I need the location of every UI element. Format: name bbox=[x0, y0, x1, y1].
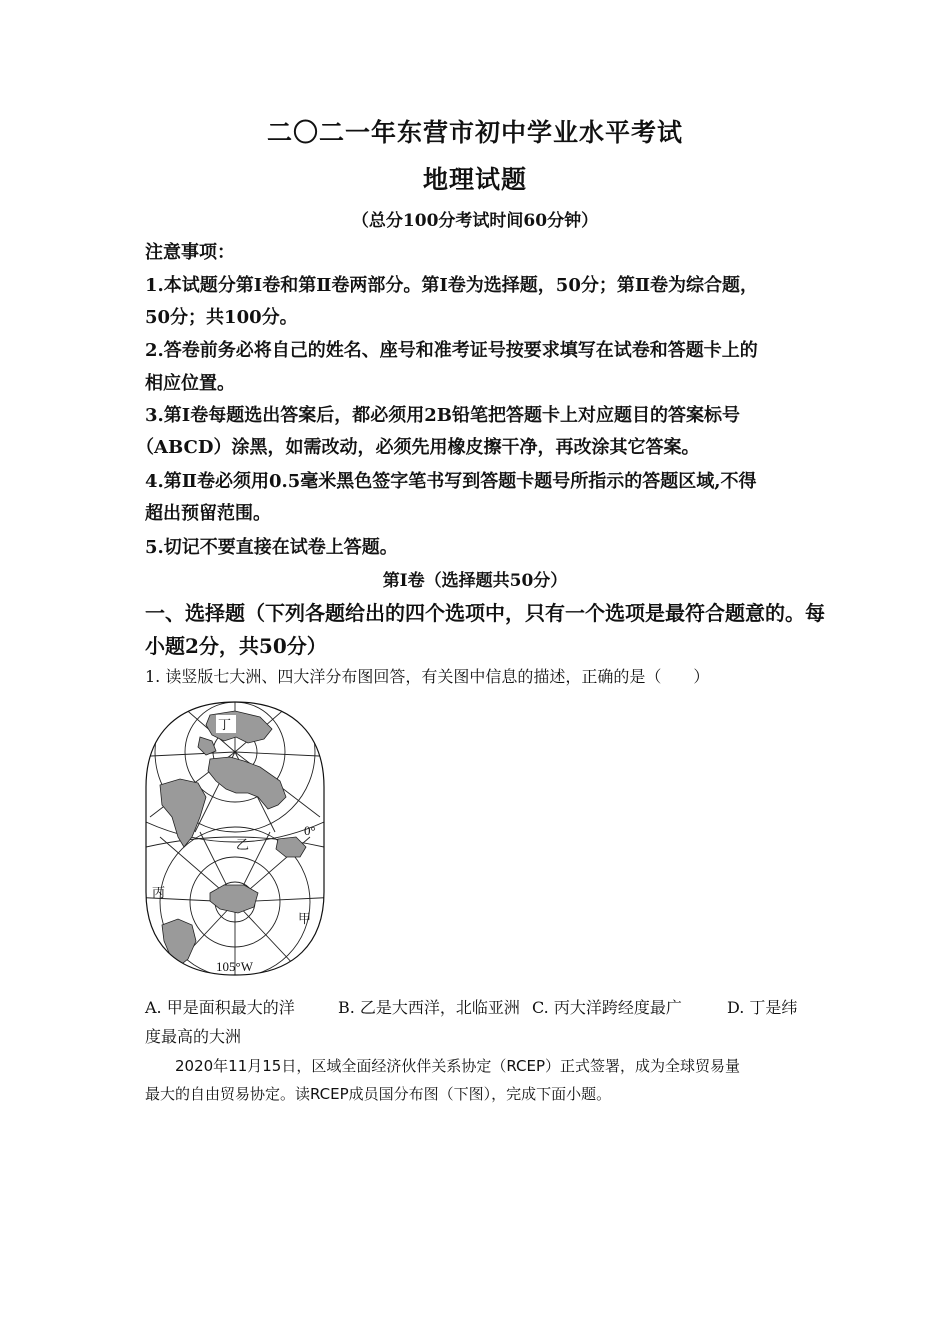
note-5: 5.切记不要直接在试卷上答题。 bbox=[145, 537, 398, 558]
map-label-ding: 丁 bbox=[218, 717, 232, 732]
map-label-yi: 乙 bbox=[236, 837, 250, 852]
q1-stem: 1. 读竖版七大洲、四大洋分布图回答，有关图中信息的描述，正确的是（ ） bbox=[145, 667, 710, 686]
intro-line-1: 2020年11月15日，区域全面经济伙伴关系协定（RCEP）正式签署，成为全球贸易量 bbox=[175, 1057, 741, 1075]
note-4a: 4.第Ⅱ卷必须用0.5毫米黑色签字笔书写到答题卡题号所指示的答题区域,不得 bbox=[145, 471, 757, 492]
exam-subject: 地理试题 bbox=[422, 165, 527, 194]
part1-title: 第Ⅰ卷（选择题共50分） bbox=[382, 571, 568, 591]
q1-option-d: D. 丁是纬 bbox=[727, 998, 798, 1017]
exam-title: 二〇二一年东营市初中学业水平考试 bbox=[266, 118, 683, 147]
world-map-figure bbox=[140, 697, 330, 982]
map-label-jia: 甲 bbox=[298, 911, 312, 926]
note-3b: （ABCD）涂黑，如需改动，必须先用橡皮擦干净，再改涂其它答案。 bbox=[136, 437, 700, 458]
map-label-bing: 丙 bbox=[152, 885, 166, 900]
note-3a: 3.第Ⅰ卷每题选出答案后，都必须用2B铅笔把答题卡上对应题目的答案标号 bbox=[145, 405, 740, 426]
exam-info: （总分100分考试时间60分钟） bbox=[351, 211, 599, 231]
q1-option-b: B. 乙是大西洋，北临亚洲 bbox=[338, 998, 520, 1017]
section-heading-b: 小题2分，共50分） bbox=[145, 634, 327, 658]
note-4b: 超出预留范围。 bbox=[145, 503, 271, 524]
section-heading-a: 一、选择题（下列各题给出的四个选项中，只有一个选项是最符合题意的。每 bbox=[145, 601, 825, 625]
q1-option-c: C. 丙大洋跨经度最广 bbox=[532, 998, 682, 1017]
note-1a: 1.本试题分第Ⅰ卷和第Ⅱ卷两部分。第Ⅰ卷为选择题，50分；第Ⅱ卷为综合题， bbox=[145, 275, 759, 296]
map-label-equator: 0° bbox=[304, 823, 316, 838]
q1-option-d-cont: 度最高的大洲 bbox=[145, 1027, 242, 1046]
map-label-longitude: 105°W bbox=[216, 959, 253, 974]
note-2b: 相应位置。 bbox=[145, 373, 235, 394]
notes-heading: 注意事项： bbox=[145, 242, 235, 263]
note-1b: 50分；共100分。 bbox=[145, 307, 298, 328]
q1-option-a: A. 甲是面积最大的洋 bbox=[145, 998, 295, 1017]
intro-line-2: 最大的自由贸易协定。读RCEP成员国分布图（下图），完成下面小题。 bbox=[145, 1085, 612, 1103]
note-2a: 2.答卷前务必将自己的姓名、座号和准考证号按要求填写在试卷和答题卡上的 bbox=[145, 340, 758, 361]
